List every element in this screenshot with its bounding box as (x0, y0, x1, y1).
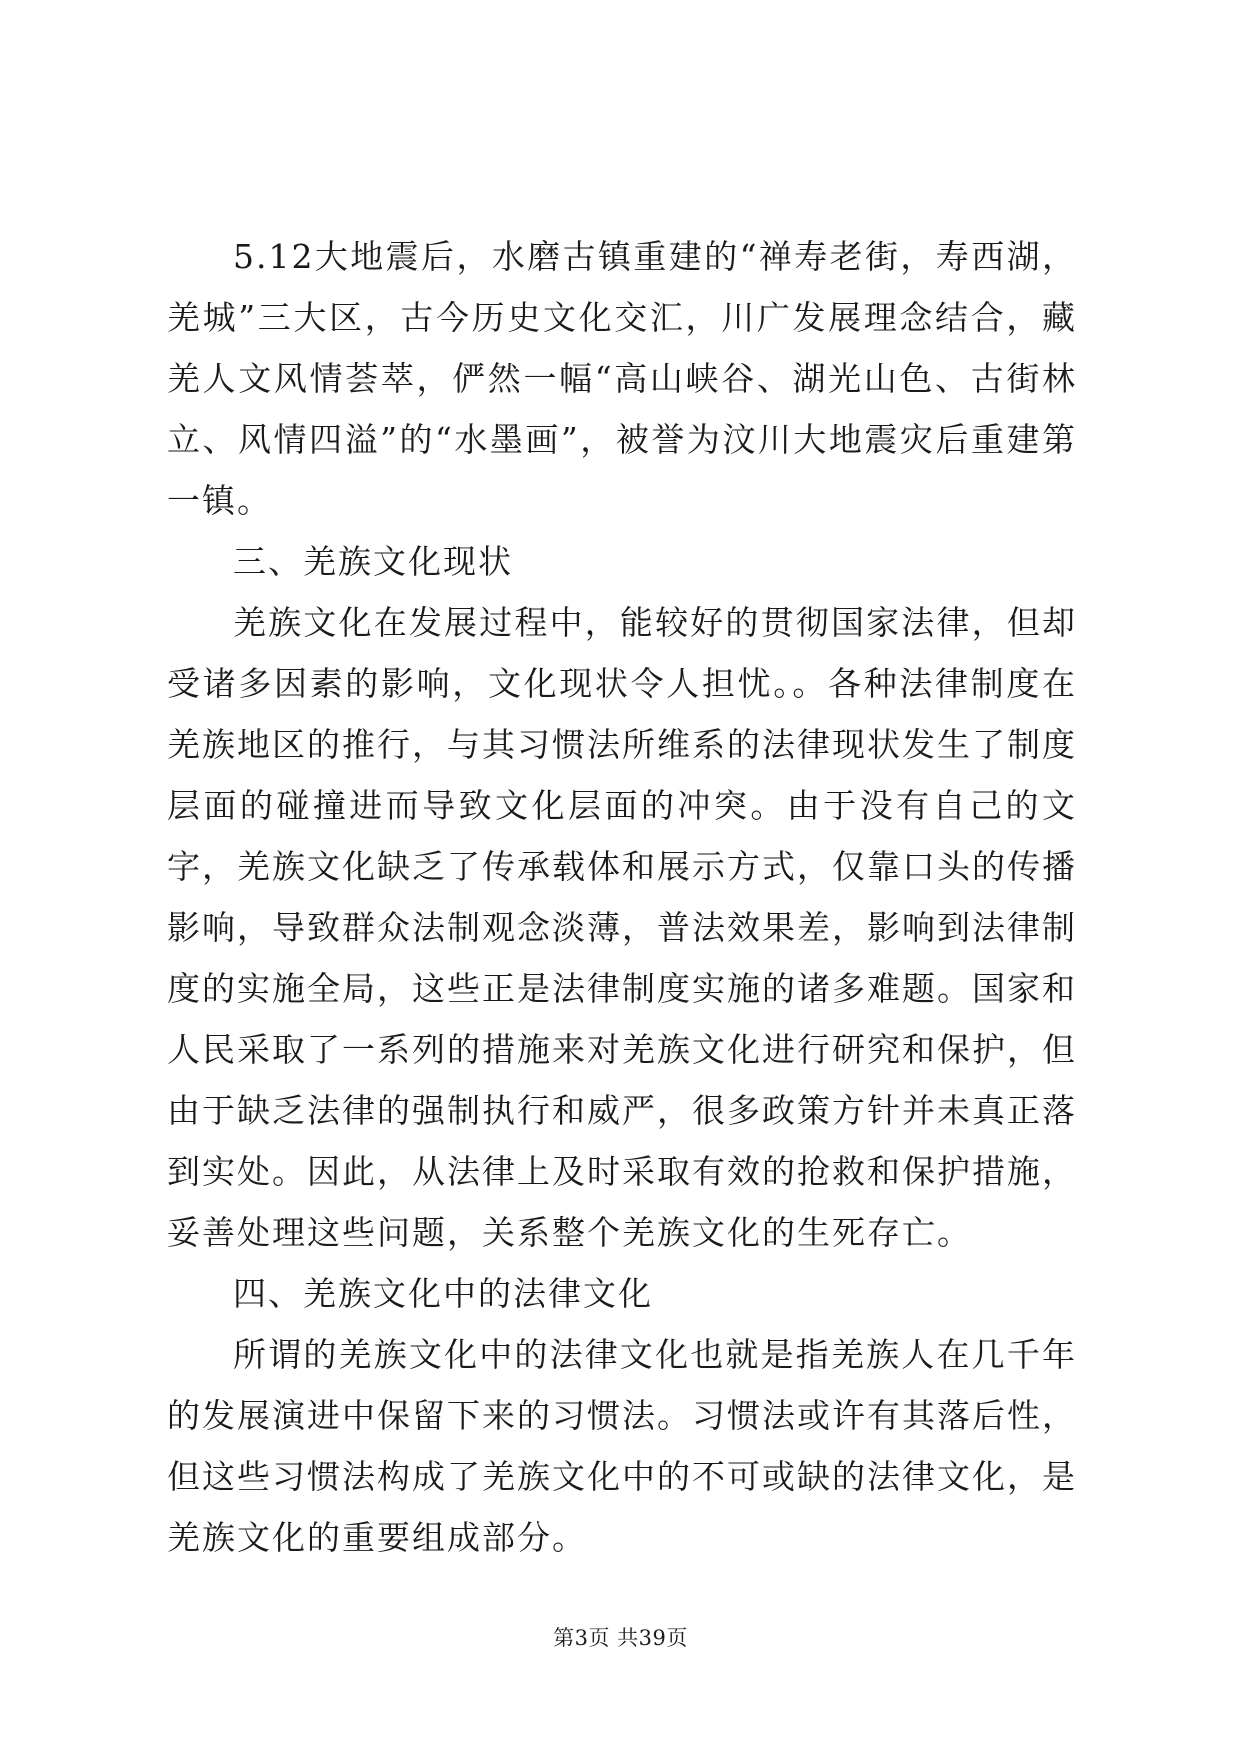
paragraph-legal-culture: 所谓的羌族文化中的法律文化也就是指羌族人在几千年的发展演进中保留下来的习惯法。习惯法或许有其落后性，但这些习惯法构成了羌族文化中的不可或缺的法律文化，是羌族文化的重要组成部分。 (167, 1335, 1077, 1557)
page-number-footer: 第3页 共39页 (553, 1626, 688, 1650)
paragraph-culture-status: 羌族文化在发展过程中，能较好的贯彻国家法律，但却受诸多因素的影响，文化现状令人担忧。。各种法律制度在羌族地区的推行，与其习惯法所维系的法律现状发生了制度层面的碰撞进而导致文化层面的冲突。由于没有自己的文字，羌族文化缺乏了传承载体和展示方式，仅靠口头的传播影响，导致群众法制观念淡薄，普法效果差，影响到法律制度的实施全局，这些正是法律制度实施的诸多难题。国家和人民采取了一系列的措施来对羌族文化进行研究和保护，但由于缺乏法律的强制执行和威严，很多政策方针并未真正落到实处。因此，从法律上及时采取有效的抢救和保护措施，妥善处理这些问题，关系整个羌族文化的生死存亡。 (167, 603, 1077, 1252)
paragraph-rebuild-town: 5.12大地震后，水磨古镇重建的“禅寿老街，寿西湖，羌城”三大区，古今历史文化交汇，川广发展理念结合，藏羌人文风情荟萃，俨然一幅“高山峡谷、湖光山色、古街林立、风情四溢”的“水墨画”，被誉为汶川大地震灾后重建第一镇。 (167, 237, 1077, 520)
section-heading-3: 三、羌族文化现状 (233, 542, 513, 581)
section-heading-4: 四、羌族文化中的法律文化 (233, 1274, 653, 1313)
document-body (167, 226, 1077, 1568)
